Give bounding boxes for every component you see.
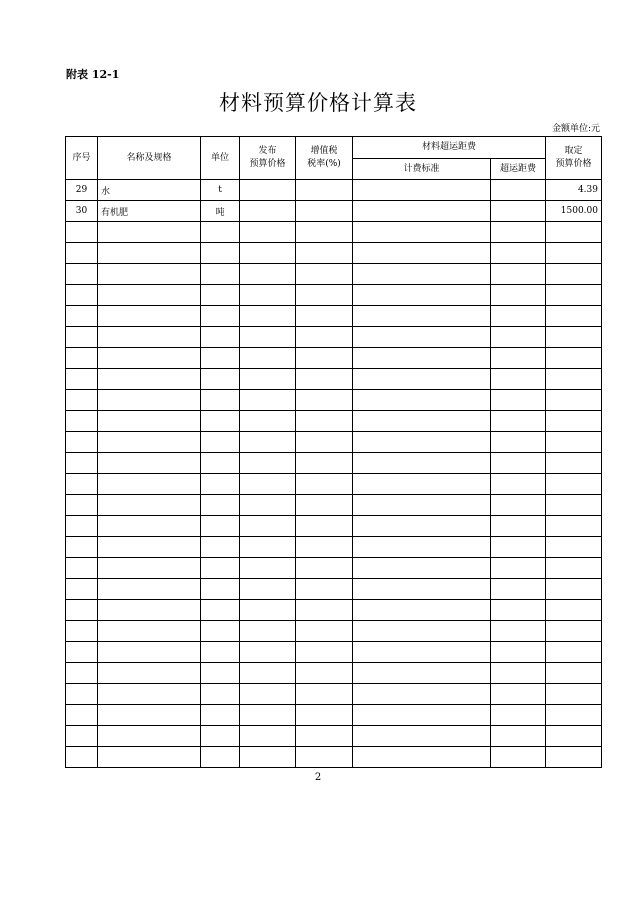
cell-published-price: [240, 180, 296, 201]
cell-unit: [201, 663, 240, 684]
cell-unit: [201, 600, 240, 621]
cell-charge-standard: [353, 495, 491, 516]
cell-charge-standard: [353, 621, 491, 642]
cell-vat-rate: [296, 348, 353, 369]
page-title: 材料预算价格计算表: [219, 91, 417, 115]
annex-label: 附表 12-1: [66, 68, 120, 81]
cell-unit: t: [201, 180, 240, 201]
cell-charge-standard: [353, 684, 491, 705]
table-row: [66, 747, 602, 768]
table-row: [66, 705, 602, 726]
cell-name: 有机肥: [98, 201, 201, 222]
cell-published-price: [240, 474, 296, 495]
cell-excess-distance-fee: [491, 222, 546, 243]
table-row: [66, 369, 602, 390]
cell-vat-rate: [296, 180, 353, 201]
table-row: [66, 201, 602, 222]
cell-vat-rate: [296, 369, 353, 390]
cell-vat-rate: [296, 642, 353, 663]
cell-seq: [66, 579, 98, 600]
cell-published-price: [240, 453, 296, 474]
cell-seq: [66, 705, 98, 726]
cell-charge-standard: [353, 201, 491, 222]
cell-published-price: [240, 222, 296, 243]
cell-excess-distance-fee: [491, 684, 546, 705]
cell-name: [98, 495, 201, 516]
cell-name: [98, 726, 201, 747]
cell-unit: [201, 327, 240, 348]
cell-final-price: [546, 369, 602, 390]
cell-excess-distance-fee: [491, 369, 546, 390]
cell-seq: 29: [66, 180, 98, 201]
table-row: [66, 411, 602, 432]
cell-excess-distance-fee: [491, 558, 546, 579]
cell-charge-standard: [353, 180, 491, 201]
cell-final-price: [546, 285, 602, 306]
cell-unit: [201, 684, 240, 705]
cell-excess-distance-fee: [491, 705, 546, 726]
header-final-price-line1: 取定: [564, 146, 583, 156]
cell-excess-distance-fee: [491, 201, 546, 222]
cell-charge-standard: [353, 558, 491, 579]
cell-charge-standard: [353, 747, 491, 768]
cell-seq: [66, 747, 98, 768]
cell-final-price: 4.39: [546, 180, 602, 201]
cell-seq: [66, 621, 98, 642]
table-row: [66, 726, 602, 747]
cell-vat-rate: [296, 516, 353, 537]
cell-vat-rate: [296, 495, 353, 516]
cell-name: [98, 684, 201, 705]
cell-charge-standard: [353, 453, 491, 474]
cell-unit: [201, 495, 240, 516]
header-unit: 单位: [201, 137, 240, 180]
header-vat-rate: [296, 137, 353, 180]
cell-unit: [201, 579, 240, 600]
cell-seq: [66, 537, 98, 558]
header-vat-rate-line1: 增值税: [310, 146, 338, 156]
cell-published-price: [240, 558, 296, 579]
cell-charge-standard: [353, 642, 491, 663]
cell-vat-rate: [296, 306, 353, 327]
cell-unit: [201, 411, 240, 432]
table-row: [66, 684, 602, 705]
cell-published-price: [240, 516, 296, 537]
cell-unit: [201, 348, 240, 369]
header-name: 名称及规格: [98, 137, 201, 180]
cell-final-price: [546, 495, 602, 516]
cell-name: [98, 558, 201, 579]
header-charge-standard: 计费标准: [353, 159, 491, 180]
cell-final-price: [546, 642, 602, 663]
cell-excess-distance-fee: [491, 390, 546, 411]
table-row: [66, 453, 602, 474]
cell-unit: [201, 369, 240, 390]
header-excess-distance-fee: 超运距费: [491, 159, 546, 180]
table-row: [66, 327, 602, 348]
table-row: [66, 495, 602, 516]
table-row: [66, 306, 602, 327]
cell-excess-distance-fee: [491, 579, 546, 600]
cell-published-price: [240, 264, 296, 285]
cell-excess-distance-fee: [491, 411, 546, 432]
cell-vat-rate: [296, 411, 353, 432]
table-body: [66, 180, 602, 768]
cell-seq: [66, 243, 98, 264]
cell-charge-standard: [353, 663, 491, 684]
cell-seq: [66, 600, 98, 621]
cell-seq: [66, 684, 98, 705]
cell-published-price: [240, 642, 296, 663]
table-row: [66, 285, 602, 306]
table-row: [66, 222, 602, 243]
cell-charge-standard: [353, 474, 491, 495]
cell-charge-standard: [353, 285, 491, 306]
cell-unit: [201, 747, 240, 768]
table-row: [66, 474, 602, 495]
cell-final-price: [546, 705, 602, 726]
cell-excess-distance-fee: [491, 747, 546, 768]
cell-unit: 吨: [201, 201, 240, 222]
cell-excess-distance-fee: [491, 453, 546, 474]
cell-name: [98, 432, 201, 453]
cell-seq: [66, 432, 98, 453]
cell-vat-rate: [296, 327, 353, 348]
cell-final-price: [546, 348, 602, 369]
cell-vat-rate: [296, 264, 353, 285]
cell-published-price: [240, 621, 296, 642]
page-number: 2: [314, 772, 322, 783]
cell-excess-distance-fee: [491, 642, 546, 663]
cell-seq: [66, 390, 98, 411]
cell-vat-rate: [296, 621, 353, 642]
cell-charge-standard: [353, 705, 491, 726]
cell-charge-standard: [353, 222, 491, 243]
cell-excess-distance-fee: [491, 621, 546, 642]
header-final-price: [546, 137, 602, 180]
cell-vat-rate: [296, 243, 353, 264]
cell-final-price: [546, 243, 602, 264]
cell-published-price: [240, 306, 296, 327]
cell-final-price: [546, 558, 602, 579]
cell-published-price: [240, 348, 296, 369]
cell-seq: [66, 495, 98, 516]
cell-excess-distance-fee: [491, 495, 546, 516]
cell-published-price: [240, 432, 296, 453]
cell-published-price: [240, 390, 296, 411]
cell-excess-distance-fee: [491, 306, 546, 327]
cell-final-price: [546, 516, 602, 537]
cell-charge-standard: [353, 243, 491, 264]
cell-seq: [66, 369, 98, 390]
cell-vat-rate: [296, 453, 353, 474]
cell-name: [98, 390, 201, 411]
cell-vat-rate: [296, 747, 353, 768]
cell-published-price: [240, 684, 296, 705]
cell-final-price: [546, 537, 602, 558]
cell-name: [98, 453, 201, 474]
cell-unit: [201, 621, 240, 642]
cell-charge-standard: [353, 264, 491, 285]
cell-published-price: [240, 747, 296, 768]
cell-seq: [66, 558, 98, 579]
cell-name: [98, 642, 201, 663]
header-final-price-line2: 预算价格: [555, 159, 592, 169]
cell-vat-rate: [296, 285, 353, 306]
cell-excess-distance-fee: [491, 474, 546, 495]
cell-charge-standard: [353, 306, 491, 327]
cell-unit: [201, 642, 240, 663]
table-row: [66, 537, 602, 558]
table-row: [66, 243, 602, 264]
cell-vat-rate: [296, 474, 353, 495]
cell-excess-distance-fee: [491, 663, 546, 684]
cell-final-price: [546, 726, 602, 747]
cell-name: [98, 747, 201, 768]
cell-name: [98, 369, 201, 390]
cell-final-price: [546, 432, 602, 453]
cell-seq: [66, 264, 98, 285]
cell-name: [98, 285, 201, 306]
cell-unit: [201, 243, 240, 264]
cell-vat-rate: [296, 390, 353, 411]
cell-unit: [201, 285, 240, 306]
table-row: [66, 600, 602, 621]
table-row: [66, 180, 602, 201]
cell-seq: [66, 663, 98, 684]
cell-vat-rate: [296, 432, 353, 453]
cell-charge-standard: [353, 537, 491, 558]
cell-seq: [66, 474, 98, 495]
cell-published-price: [240, 537, 296, 558]
cell-final-price: [546, 663, 602, 684]
cell-seq: [66, 453, 98, 474]
material-price-table: [65, 136, 602, 768]
cell-unit: [201, 306, 240, 327]
table-row: [66, 558, 602, 579]
cell-excess-distance-fee: [491, 264, 546, 285]
cell-unit: [201, 390, 240, 411]
cell-published-price: [240, 411, 296, 432]
cell-charge-standard: [353, 516, 491, 537]
cell-final-price: [546, 474, 602, 495]
cell-charge-standard: [353, 369, 491, 390]
cell-name: [98, 516, 201, 537]
cell-vat-rate: [296, 705, 353, 726]
cell-published-price: [240, 663, 296, 684]
cell-seq: [66, 348, 98, 369]
header-seq: 序号: [66, 137, 98, 180]
cell-charge-standard: [353, 432, 491, 453]
cell-vat-rate: [296, 684, 353, 705]
cell-name: [98, 243, 201, 264]
cell-name: [98, 474, 201, 495]
table-row: [66, 621, 602, 642]
cell-seq: [66, 327, 98, 348]
cell-excess-distance-fee: [491, 726, 546, 747]
cell-published-price: [240, 726, 296, 747]
cell-charge-standard: [353, 390, 491, 411]
cell-excess-distance-fee: [491, 537, 546, 558]
cell-name: [98, 306, 201, 327]
cell-excess-distance-fee: [491, 348, 546, 369]
cell-charge-standard: [353, 348, 491, 369]
cell-unit: [201, 558, 240, 579]
cell-name: [98, 600, 201, 621]
cell-name: [98, 579, 201, 600]
cell-name: [98, 663, 201, 684]
cell-published-price: [240, 369, 296, 390]
header-excess-freight: 材料超运距费: [353, 137, 546, 159]
table-row: [66, 348, 602, 369]
cell-name: [98, 264, 201, 285]
cell-final-price: [546, 747, 602, 768]
table-row: [66, 432, 602, 453]
cell-final-price: [546, 327, 602, 348]
table-row: [66, 264, 602, 285]
cell-name: [98, 222, 201, 243]
cell-excess-distance-fee: [491, 180, 546, 201]
cell-published-price: [240, 327, 296, 348]
header-published-price: [240, 137, 296, 180]
cell-seq: [66, 642, 98, 663]
cell-name: [98, 348, 201, 369]
cell-vat-rate: [296, 222, 353, 243]
cell-unit: [201, 516, 240, 537]
table-row: [66, 579, 602, 600]
cell-charge-standard: [353, 327, 491, 348]
cell-seq: 30: [66, 201, 98, 222]
cell-name: [98, 327, 201, 348]
cell-name: [98, 621, 201, 642]
table-row: [66, 390, 602, 411]
cell-vat-rate: [296, 600, 353, 621]
cell-unit: [201, 726, 240, 747]
cell-final-price: [546, 222, 602, 243]
cell-published-price: [240, 201, 296, 222]
cell-unit: [201, 432, 240, 453]
header-published-price-line1: 发布: [258, 146, 277, 156]
cell-seq: [66, 516, 98, 537]
cell-charge-standard: [353, 600, 491, 621]
currency-unit-note: 金额单位:元: [551, 124, 600, 134]
table-row: [66, 516, 602, 537]
cell-name: [98, 411, 201, 432]
cell-vat-rate: [296, 663, 353, 684]
cell-charge-standard: [353, 726, 491, 747]
cell-vat-rate: [296, 537, 353, 558]
cell-excess-distance-fee: [491, 432, 546, 453]
cell-vat-rate: [296, 201, 353, 222]
cell-unit: [201, 474, 240, 495]
cell-seq: [66, 222, 98, 243]
cell-seq: [66, 306, 98, 327]
cell-vat-rate: [296, 558, 353, 579]
cell-final-price: [546, 306, 602, 327]
cell-vat-rate: [296, 726, 353, 747]
cell-published-price: [240, 243, 296, 264]
cell-excess-distance-fee: [491, 285, 546, 306]
cell-excess-distance-fee: [491, 516, 546, 537]
cell-final-price: [546, 264, 602, 285]
cell-excess-distance-fee: [491, 243, 546, 264]
cell-published-price: [240, 495, 296, 516]
cell-published-price: [240, 705, 296, 726]
cell-seq: [66, 285, 98, 306]
cell-final-price: [546, 621, 602, 642]
cell-final-price: 1500.00: [546, 201, 602, 222]
cell-name: [98, 705, 201, 726]
cell-seq: [66, 726, 98, 747]
cell-unit: [201, 222, 240, 243]
cell-charge-standard: [353, 411, 491, 432]
cell-vat-rate: [296, 579, 353, 600]
cell-final-price: [546, 684, 602, 705]
cell-seq: [66, 411, 98, 432]
cell-name: 水: [98, 180, 201, 201]
cell-final-price: [546, 453, 602, 474]
cell-excess-distance-fee: [491, 327, 546, 348]
cell-unit: [201, 264, 240, 285]
cell-excess-distance-fee: [491, 600, 546, 621]
cell-charge-standard: [353, 579, 491, 600]
header-published-price-line2: 预算价格: [249, 159, 286, 169]
cell-published-price: [240, 285, 296, 306]
cell-final-price: [546, 390, 602, 411]
header-vat-rate-line2: 税率(%): [307, 159, 341, 169]
cell-final-price: [546, 411, 602, 432]
cell-published-price: [240, 600, 296, 621]
cell-unit: [201, 705, 240, 726]
table-row: [66, 663, 602, 684]
cell-unit: [201, 537, 240, 558]
table-row: [66, 642, 602, 663]
cell-unit: [201, 453, 240, 474]
cell-name: [98, 537, 201, 558]
cell-final-price: [546, 579, 602, 600]
cell-published-price: [240, 579, 296, 600]
cell-final-price: [546, 600, 602, 621]
